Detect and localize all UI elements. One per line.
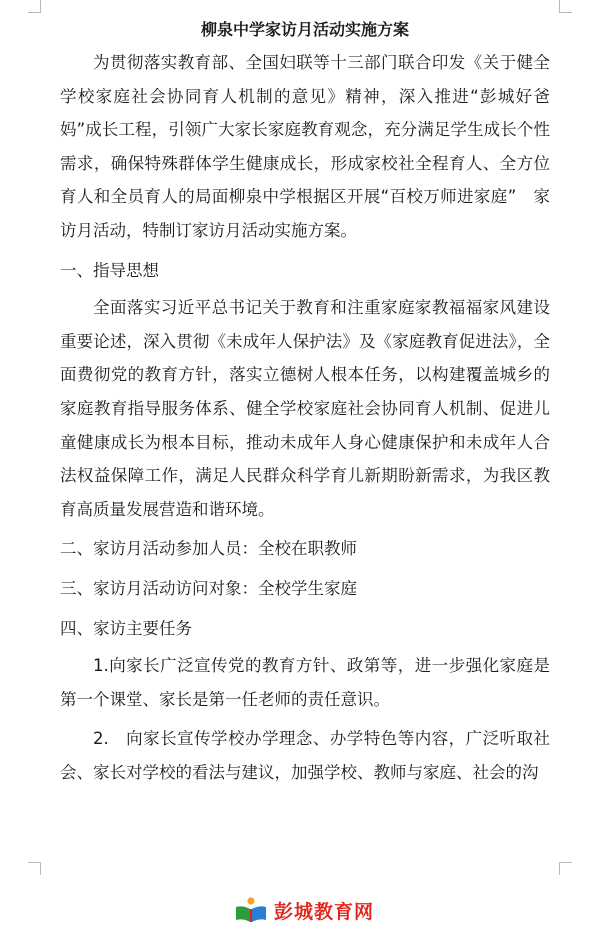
section-heading-visit-targets: 三、家访月活动访问对象：全校学生家庭	[60, 578, 357, 598]
document-title: 柳泉中学家访月活动实施方案	[200, 20, 409, 39]
guiding-ideology-paragraph: 全面落实习近平总书记关于教育和注重家庭家教福福家风建设重要论述，深入贯彻《未成年人保护法》及《家庭教育促进法》，全面费彻党的教育方针，落实立德树人根本任务，以构建覆盖城乡的家庭教育指导服务体系、健全学校家庭社会协同育人机制、促进儿童健康成长为根本目标，推动未成年人身心健康保护和未成年人合法权益保障工作，满足人民群众科学育儿新期盼新需求，为我区教育高质量发展营造和谐环境。	[60, 298, 550, 519]
task-item-2: 2. 向家长宣传学校办学理念、办学特色等内容，广泛听取社会、家长对学校的看法与建议，加强学校、教师与家庭、社会的沟	[60, 729, 550, 782]
site-logo	[234, 895, 374, 925]
crop-mark-top-right	[559, 0, 572, 13]
logo-text: 彭城教育网	[274, 900, 375, 923]
intro-paragraph: 为贯彻落实教育部、全国妇联等十三部门联合印发《关于健全学校家庭社会协同育人机制的意见》精神，深入推进“彭城好爸妈”成长工程，引领广大家长家庭教育观念，充分满足学生成长个性需求，确保特殊群体学生健康成长，形成家校社全程育人、全方位育人和全员育人的局面柳泉中学根据区开展“百校万师进家庭” 家访月活动，特制订家访月活动实施方案。	[60, 53, 550, 240]
book-logo-icon	[234, 896, 268, 924]
section-heading-guiding-ideology: 一、指导思想	[60, 260, 159, 280]
crop-mark-top-left	[28, 0, 41, 13]
crop-mark-bottom-right	[559, 862, 572, 875]
section-heading-main-tasks: 四、家访主要任务	[60, 618, 192, 638]
document-body	[60, 14, 550, 789]
task-item-1: 1.向家长广泛宣传党的教育方针、政第等，进一步强化家庭是第一个课堂、家长是第一任老师的责任意识。	[60, 656, 550, 709]
crop-mark-bottom-left	[28, 862, 41, 875]
section-heading-participants: 二、家访月活动参加人员：全校在职教师	[60, 539, 357, 559]
